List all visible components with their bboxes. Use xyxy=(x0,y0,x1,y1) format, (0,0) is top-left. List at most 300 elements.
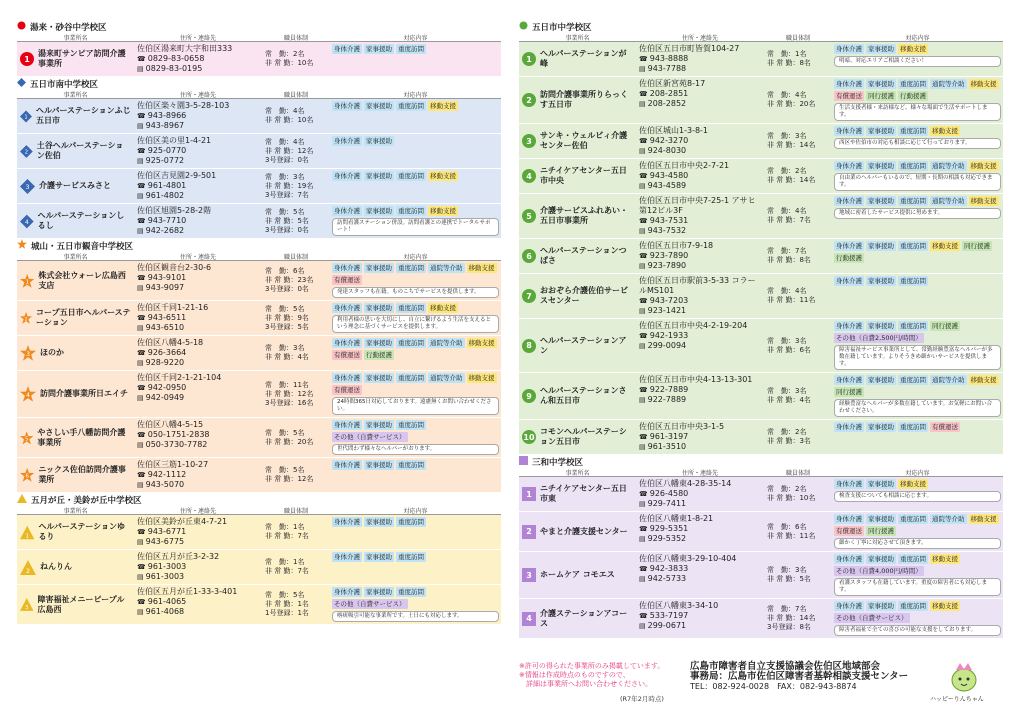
service-tag: 同行援護 xyxy=(868,527,894,535)
office-fax: ▤ 943-4589 xyxy=(639,181,761,191)
service-tag: 身体介護 xyxy=(836,45,862,53)
office-name: 介護ステーションアコース xyxy=(540,608,628,628)
service-tag: 身体介護 xyxy=(334,264,360,272)
service-tag: 身体介護 xyxy=(334,588,360,596)
office-row xyxy=(17,261,501,301)
service-tag: 有償運送 xyxy=(334,386,360,394)
service-tag: 移動支援 xyxy=(970,80,997,88)
number-star-icon xyxy=(20,467,34,483)
service-tag: 重度訪問 xyxy=(900,515,926,523)
service-tag: その他（自費サービス） xyxy=(836,614,908,622)
office-name: ねんりん xyxy=(40,562,72,571)
header-staff: 職員体制 xyxy=(262,506,330,515)
office-address: 佐伯区美の里1-4-21 xyxy=(137,136,212,145)
service-tag: 重度訪問 xyxy=(398,102,424,110)
staff-parttime: 非 常 勤：20名 xyxy=(265,437,314,446)
service-tag: 身体介護 xyxy=(836,480,862,488)
number-badge: 1 xyxy=(522,487,536,501)
office-address: 佐伯区五日市中央2-7-21 xyxy=(639,161,730,170)
office-address: 佐伯区城山1-3-8-1 xyxy=(639,126,709,135)
service-tag: 重度訪問 xyxy=(398,374,424,382)
service-tag: 身体介護 xyxy=(836,423,862,431)
office-fax: ▤ 922-7889 xyxy=(639,395,761,405)
office-row xyxy=(519,420,1003,455)
service-tag: 移動支援 xyxy=(430,172,456,180)
service-tag: 有償運送 xyxy=(836,527,862,535)
office-name: ホームケア コモエス xyxy=(540,570,615,579)
service-tag: 重度訪問 xyxy=(900,376,926,384)
district-header xyxy=(17,77,501,90)
service-tag: 重度訪問 xyxy=(398,339,424,347)
header-name: 事業所名 xyxy=(519,468,636,477)
office-row xyxy=(17,585,501,625)
office-phone: ☎ 961-4801 xyxy=(137,181,259,191)
office-name: 介護サービスふれあい・五日市事業所 xyxy=(540,206,628,225)
number-badge: 10 xyxy=(522,430,536,444)
staff-parttime: 非 常 勤：11名 xyxy=(767,531,816,540)
office-address: 佐伯区五日市7-9-18 xyxy=(639,241,714,250)
header-staff: 職員体制 xyxy=(764,468,832,477)
header-services: 対応内容 xyxy=(832,33,1003,42)
service-tag: 通院等介助 xyxy=(932,162,965,170)
service-tag: 通院等介助 xyxy=(430,339,463,347)
number-badge: 5 xyxy=(522,209,536,223)
office-name: 土谷ヘルパーステーション佐伯 xyxy=(36,141,124,160)
svg-text:3: 3 xyxy=(26,351,30,358)
service-tag: 家事援助 xyxy=(868,242,894,250)
office-address: 佐伯区八幡4-5-15 xyxy=(137,420,204,429)
service-tag: 身体介護 xyxy=(836,197,862,205)
service-tag: 身体介護 xyxy=(334,461,360,469)
office-row xyxy=(519,373,1003,420)
service-tag: 重度訪問 xyxy=(900,242,926,250)
staff-fulltime: 常 勤：4名 xyxy=(265,107,305,115)
staff-fulltime: 常 勤：3名 xyxy=(767,566,807,574)
office-fax: ▤ 961-4068 xyxy=(137,607,259,617)
column-headers xyxy=(519,33,1003,42)
staff-fulltime: 常 勤：3名 xyxy=(767,336,807,345)
service-tag: 家事援助 xyxy=(366,553,392,561)
staff-fulltime: 常 勤：3名 xyxy=(265,172,305,181)
staff-parttime: 非 常 勤：8名 xyxy=(767,59,811,67)
district-title: 五日市南中学校区 xyxy=(30,79,99,90)
office-fax: ▤ 928-9220 xyxy=(137,358,259,368)
number-badge: 9 xyxy=(522,389,536,403)
office-note: 生活支援者様・来訪様など、様々な場面で生活サポートします。 xyxy=(834,103,1001,121)
service-tag: 家事援助 xyxy=(366,137,392,145)
column-headers xyxy=(519,468,1003,477)
office-name: サンキ・ウェルビィ介護センター佐伯 xyxy=(540,131,628,150)
office-note: 細かく丁寧に対応させて頂きます。 xyxy=(834,538,1001,549)
office-address: 佐伯区五日市中央3-1-5 xyxy=(639,422,725,431)
service-tag: 家事援助 xyxy=(366,461,392,469)
staff-fulltime: 常 勤：4名 xyxy=(767,207,807,215)
service-tag: 家事援助 xyxy=(366,518,392,526)
column-headers xyxy=(17,90,501,99)
office-row xyxy=(519,599,1003,639)
staff-registered: 3号登録：8名 xyxy=(767,623,811,631)
staff-fulltime: 常 勤：2名 xyxy=(767,485,807,493)
office-phone: ☎ 050-1751-2838 xyxy=(137,430,259,440)
svg-text:2: 2 xyxy=(24,317,28,323)
staff-registered: 3号登録：0名 xyxy=(265,225,309,234)
right-column xyxy=(519,20,1003,639)
office-fax: ▤ 942-2682 xyxy=(137,226,259,236)
service-tag: 家事援助 xyxy=(366,172,392,180)
service-tag: 身体介護 xyxy=(836,162,862,170)
office-fax: ▤ 961-3003 xyxy=(137,572,259,582)
office-phone: ☎ 943-4580 xyxy=(639,171,761,181)
office-address: 佐伯区千同1-21-16 xyxy=(137,303,209,312)
header-services: 対応内容 xyxy=(832,468,1003,477)
office-fax: ▤ 943-7788 xyxy=(639,64,761,74)
number-badge: 7 xyxy=(522,289,536,303)
staff-parttime: 非 常 勤：4名 xyxy=(265,353,309,361)
office-phone: ☎ 943-6511 xyxy=(137,313,259,323)
office-address: 佐伯区五日市駅前3-5-33 コラールMS101 xyxy=(639,276,756,295)
district-section xyxy=(17,77,501,239)
office-phone: ☎ 942-3833 xyxy=(639,564,761,574)
staff-fulltime: 常 勤：2名 xyxy=(265,50,305,58)
staff-fulltime: 常 勤：3名 xyxy=(767,387,807,395)
service-tag: 身体介護 xyxy=(334,518,360,526)
office-note: 利用者様の思いを大切にし、自立に繋げるよう生活を支えるという理念に基づくサービスを提供します。 xyxy=(332,315,499,333)
office-row xyxy=(519,477,1003,512)
green-circle-icon xyxy=(519,21,528,33)
office-row xyxy=(17,458,501,493)
office-phone: ☎ 943-8888 xyxy=(639,54,761,64)
header-name: 事業所名 xyxy=(17,252,134,261)
office-address: 佐伯区五日市中央7-25-1 アサヒ第12ビル3F xyxy=(639,196,756,215)
number-star-icon xyxy=(20,273,34,289)
service-tag: 有償運送 xyxy=(836,92,862,100)
staff-parttime: 非 常 勤：14名 xyxy=(767,141,816,149)
office-fax: ▤ 943-7532 xyxy=(639,226,761,236)
office-address: 佐伯区新宮苑8-17 xyxy=(639,79,706,88)
office-address: 佐伯区三筋1-10-27 xyxy=(137,460,209,469)
staff-parttime: 非 常 勤：4名 xyxy=(767,396,811,404)
service-tag: 家事援助 xyxy=(366,304,392,312)
number-diamond-icon xyxy=(20,144,33,159)
service-tag: 行動援護 xyxy=(836,254,862,262)
number-triangle-icon xyxy=(20,560,36,575)
number-triangle-icon xyxy=(20,597,33,612)
service-tag: 移動支援 xyxy=(970,197,997,205)
orange-star-icon xyxy=(17,239,27,252)
staff-registered: 1号登録：1名 xyxy=(265,609,309,617)
office-fax: ▤ 943-6510 xyxy=(137,323,259,333)
header-address: 住所・連絡先 xyxy=(134,33,262,42)
office-phone: ☎ 943-8966 xyxy=(137,111,259,121)
office-name: ニチイケアセンター五日市東 xyxy=(540,484,627,503)
office-row xyxy=(17,42,501,77)
office-name: おおぞら介護佐伯サービスセンター xyxy=(540,286,628,305)
office-row xyxy=(17,418,501,458)
office-phone: ☎ 943-7531 xyxy=(639,216,761,226)
mascot-icon xyxy=(944,660,984,694)
purple-square-icon xyxy=(519,456,528,468)
header-services: 対応内容 xyxy=(330,33,501,42)
service-tag: 通院等介助 xyxy=(932,80,965,88)
service-tag: 重度訪問 xyxy=(900,80,926,88)
staff-parttime: 非 常 勤：3名 xyxy=(767,437,811,445)
office-note: 24時間365日対応しております。遠慮無くお問い合わせください。 xyxy=(332,397,499,415)
staff-parttime: 非 常 勤：7名 xyxy=(265,567,309,575)
staff-fulltime: 常 勤：1名 xyxy=(265,523,305,531)
office-row xyxy=(17,550,501,585)
svg-text:3: 3 xyxy=(25,182,30,191)
service-tag: 通院等介助 xyxy=(932,197,965,205)
office-phone: ☎ 533-7197 xyxy=(639,611,761,621)
office-address: 佐伯区五日市中央4-13-13-301 xyxy=(639,375,753,384)
service-tag: 重度訪問 xyxy=(398,304,424,312)
office-name: ヘルパーステーションが峰 xyxy=(540,49,627,68)
office-fax: ▤ 943-9097 xyxy=(137,283,259,293)
service-tag: 身体介護 xyxy=(334,137,360,145)
service-tag: 家事援助 xyxy=(366,374,392,382)
svg-text:2: 2 xyxy=(24,149,29,156)
header-services: 対応内容 xyxy=(330,90,501,99)
number-badge: 2 xyxy=(522,93,536,107)
service-tag: その他（自費2,500円/時間） xyxy=(836,334,922,342)
service-tag: 重度訪問 xyxy=(900,555,926,563)
staff-parttime: 非 常 勤：10名 xyxy=(767,494,816,502)
service-tag: 移動支援 xyxy=(932,602,958,610)
office-row xyxy=(519,77,1003,124)
office-fax: ▤ 929-5352 xyxy=(639,534,761,544)
office-fax: ▤ 299-0094 xyxy=(639,341,761,351)
office-name: ほのか xyxy=(40,348,64,357)
office-row xyxy=(17,99,501,134)
header-address: 住所・連絡先 xyxy=(134,90,262,99)
office-note: 検査支援についても相談に応じます。 xyxy=(834,491,1001,502)
service-tag: 身体介護 xyxy=(836,555,862,563)
header-staff: 職員体制 xyxy=(262,90,330,99)
number-star-icon xyxy=(20,310,32,326)
service-tag: 重度訪問 xyxy=(398,207,424,215)
staff-parttime: 非 常 勤：12名 xyxy=(265,475,314,483)
service-tag: 重度訪問 xyxy=(900,423,926,431)
header-address: 住所・連絡先 xyxy=(636,468,764,477)
office-name: ヘルパーステーションしるし xyxy=(37,211,125,230)
service-tag: 家事援助 xyxy=(366,339,392,347)
staff-registered: 3号登録：0名 xyxy=(265,155,309,164)
office-name: ヘルパーステーションアン xyxy=(540,335,627,355)
office-row xyxy=(17,301,501,336)
office-row xyxy=(519,512,1003,552)
service-tag: 家事援助 xyxy=(868,423,894,431)
service-tag: 重度訪問 xyxy=(900,162,926,170)
office-note: 看護スタッフも在籍しています。重度の障害者にも対応します。 xyxy=(834,578,1001,596)
office-name: 湯来町サンピア訪問介護事業所 xyxy=(38,49,126,68)
office-phone: ☎ 961-3003 xyxy=(137,562,259,572)
office-address: 佐伯区旭園5-28-2階 xyxy=(137,206,212,215)
svg-text:1: 1 xyxy=(24,114,28,121)
district-section xyxy=(519,20,1003,455)
svg-text:1: 1 xyxy=(25,279,29,286)
service-tag: 有償運送 xyxy=(932,423,958,431)
service-tag: 移動支援 xyxy=(468,374,495,382)
header-staff: 職員体制 xyxy=(262,252,330,261)
staff-parttime: 非 常 勤：1名 xyxy=(265,600,309,608)
office-address: 佐伯区五月が丘3-2-32 xyxy=(137,552,220,561)
header-name: 事業所名 xyxy=(17,506,134,515)
service-tag: 移動支援 xyxy=(932,555,958,563)
staff-parttime: 非 常 勤：7名 xyxy=(767,216,811,224)
service-tag: 重度訪問 xyxy=(900,277,926,285)
office-row xyxy=(519,274,1003,319)
office-address: 佐伯区八幡東3-34-10 xyxy=(639,601,719,610)
service-tag: 重度訪問 xyxy=(398,264,424,272)
office-address: 佐伯区湯来町大字和田333 xyxy=(137,44,233,53)
service-tag: 家事援助 xyxy=(868,80,894,88)
staff-fulltime: 常 勤：5名 xyxy=(265,207,305,216)
service-tag: 重度訪問 xyxy=(398,45,424,53)
office-note: 喀痰吸引可能な事業所です。土日にも対応します。 xyxy=(332,611,499,622)
service-tag: 移動支援 xyxy=(430,207,456,215)
staff-parttime: 非 常 勤：12名 xyxy=(265,146,314,155)
service-tag: 移動支援 xyxy=(932,242,958,250)
office-name: やさしい手八幡訪問介護事業所 xyxy=(37,427,126,447)
header-staff: 職員体制 xyxy=(764,33,832,42)
organization-name: 広島市障害者自立支援協議会佐伯区地域部会 xyxy=(690,661,881,672)
header-name: 事業所名 xyxy=(519,33,636,42)
service-tag: 家事援助 xyxy=(868,515,894,523)
service-tag: 重度訪問 xyxy=(398,172,424,180)
staff-fulltime: 常 勤：5名 xyxy=(265,466,305,474)
service-tag: 家事援助 xyxy=(868,277,894,285)
staff-fulltime: 常 勤：11名 xyxy=(265,380,309,389)
mascot-label: ハッピーりんちゃん xyxy=(930,696,984,703)
service-tag: 重度訪問 xyxy=(900,322,926,330)
office-fax: ▤ 050-3730-7782 xyxy=(137,440,259,450)
service-tag: 身体介護 xyxy=(334,102,360,110)
service-tag: 身体介護 xyxy=(836,127,862,135)
service-tag: 重度訪問 xyxy=(398,461,424,469)
staff-fulltime: 常 勤：4名 xyxy=(767,91,807,99)
office-name: ヘルパーステーションさん和五日市 xyxy=(540,386,627,405)
staff-fulltime: 常 勤：5名 xyxy=(265,304,305,313)
office-name: 株式会社ウォーレ広島西支店 xyxy=(38,270,126,290)
staff-parttime: 非 常 勤：11名 xyxy=(767,296,816,304)
office-note: 訪問看護ステーション併設。訪問看護との連携でトータルサポート！ xyxy=(332,218,499,236)
service-tag: 移動支援 xyxy=(900,480,926,488)
service-tag: 同行援護 xyxy=(868,92,894,100)
staff-fulltime: 常 勤：6名 xyxy=(767,522,807,531)
office-note: 障害者福祉で全ての喜びの可能な支援をしております。 xyxy=(834,625,1001,636)
office-note: 発達スタッフも在籍。ものこちでサービスを提供します。 xyxy=(332,287,499,298)
number-star-icon xyxy=(20,430,33,446)
service-tag: 同行援護 xyxy=(932,322,958,330)
office-name: やまと介護支援センター xyxy=(540,526,628,536)
office-note: 経験豊富なヘルパーが多数在籍しています。お気軽にお問い合わせください。 xyxy=(834,399,1001,417)
service-tag: 移動支援 xyxy=(468,339,495,347)
service-tag: 移動支援 xyxy=(430,304,456,312)
office-phone: ☎ 943-6771 xyxy=(137,527,259,537)
district-section xyxy=(519,455,1003,639)
number-badge: 1 xyxy=(20,52,34,66)
office-name: ニックス佐伯訪問介護事業所 xyxy=(38,465,126,484)
office-phone: ☎ 923-7890 xyxy=(639,251,761,261)
red-circle-icon xyxy=(17,21,26,33)
service-tag: 身体介護 xyxy=(334,304,360,312)
service-tag: 通院等介助 xyxy=(932,515,965,523)
office-row xyxy=(17,169,501,204)
service-tag: 身体介護 xyxy=(836,277,862,285)
service-tag: 家事援助 xyxy=(868,555,894,563)
office-name: コモンヘルパーステーション五日市 xyxy=(540,427,627,446)
header-staff: 職員体制 xyxy=(262,33,330,42)
service-tag: 移動支援 xyxy=(970,515,997,523)
yellow-triangle-icon xyxy=(17,494,27,506)
office-address: 佐伯区八幡東3-29-10-404 xyxy=(639,554,737,563)
service-tag: 重度訪問 xyxy=(398,588,424,596)
service-tag: 同行援護 xyxy=(964,242,990,250)
service-tag: 家事援助 xyxy=(868,127,894,135)
service-tag: 身体介護 xyxy=(836,602,862,610)
service-tag: 有償運送 xyxy=(334,351,360,359)
office-fax: ▤ 942-0949 xyxy=(137,393,259,403)
district-title: 城山・五日市観音中学校区 xyxy=(31,241,134,252)
district-header xyxy=(519,20,1003,33)
svg-text:4: 4 xyxy=(24,219,29,226)
header-services: 対応内容 xyxy=(330,252,501,261)
office-address: 佐伯区五日市町皆賀104-27 xyxy=(639,44,740,53)
office-row xyxy=(17,336,501,371)
office-fax: ▤ 943-5070 xyxy=(137,480,259,490)
staff-parttime: 非 常 勤：23名 xyxy=(265,276,314,284)
column-headers xyxy=(17,33,501,42)
office-row xyxy=(519,239,1003,274)
service-tag: 移動支援 xyxy=(430,102,456,110)
service-tag: 重度訪問 xyxy=(398,553,424,561)
service-tag: その他（自費サービス） xyxy=(334,600,406,608)
header-address: 住所・連絡先 xyxy=(134,252,262,261)
office-address: 佐伯区千同2-1-21-104 xyxy=(137,373,222,382)
number-badge: 1 xyxy=(522,52,536,66)
service-tag: 家事援助 xyxy=(366,207,392,215)
office-row xyxy=(519,319,1003,373)
office-fax: ▤ 929-7411 xyxy=(639,499,761,509)
district-title: 五日市中学校区 xyxy=(532,22,592,33)
office-row xyxy=(17,204,501,239)
service-tag: 身体介護 xyxy=(836,376,862,384)
service-tag: 家事援助 xyxy=(868,197,894,205)
staff-parttime: 非 常 勤：8名 xyxy=(767,256,811,264)
footnotes xyxy=(519,662,664,689)
office-row xyxy=(519,124,1003,159)
blue-diamond-icon xyxy=(17,78,26,90)
staff-fulltime: 常 勤：2名 xyxy=(767,428,807,436)
service-tag: 行動援護 xyxy=(366,351,392,359)
service-tag: 通院等介助 xyxy=(932,376,965,384)
office-fax: ▤ 961-4802 xyxy=(137,191,259,201)
service-tag: 移動支援 xyxy=(468,264,495,272)
office-phone: ☎ 942-1112 xyxy=(137,470,259,480)
office-name: 事務局：広島市佐伯区障害者基幹相談支援センター xyxy=(690,671,909,682)
office-phone: ☎ 942-1933 xyxy=(639,331,761,341)
office-row xyxy=(17,134,501,169)
office-row xyxy=(519,194,1003,239)
office-address: 佐伯区美鈴が丘東4-7-21 xyxy=(137,517,228,526)
district-header xyxy=(17,239,501,252)
service-tag: 行動援護 xyxy=(900,92,926,100)
district-section xyxy=(17,493,501,625)
contact-info: TEL：082-924-0028 FAX：082-943-8874 xyxy=(690,682,857,691)
service-tag: 同行援護 xyxy=(836,388,862,396)
staff-parttime: 非 常 勤：6名 xyxy=(767,345,811,354)
service-tag: 身体介護 xyxy=(334,421,360,429)
